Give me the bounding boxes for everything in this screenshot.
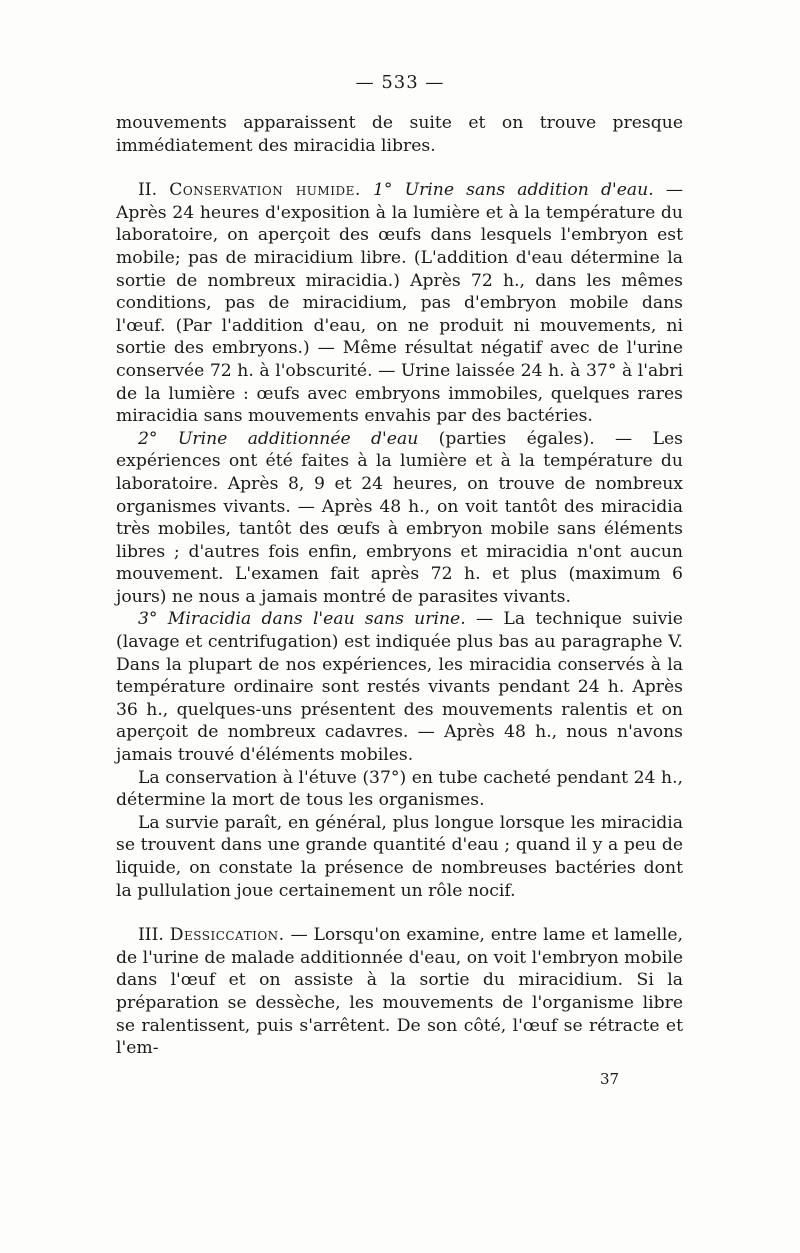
paragraph-body: (parties égales). — Les expériences ont été faites à la lumière et à la température du laboratoire. Après 8, 9 et 24 heures, on trouve de nombreux organismes vivants. — Après 48 h., on voit tantôt des miracidia très mobiles, tantôt des œufs à embryon mobile sans éléments libres ; d'autres fois enfin, embryons et miracidia n'ont aucun mouvement. L'examen fait après 72 h. et plus (maximum 6 jours) ne nous a jamais montré de parasites vivants. bbox=[116, 428, 683, 607]
paragraph-body: — Lorsqu'on examine, entre lame et lamelle, de l'urine de malade additionnée d'eau, on voit l'embryon mobile dans l'œuf et on assiste à la sortie du miracidium. Si la préparation se dessèche, les mouvements de l'organisme libre se ralentissent, puis s'arrêtent. De son côté, l'œuf se rétracte et l'em- bbox=[116, 925, 683, 1059]
page-number: — 533 — bbox=[355, 72, 445, 93]
section-number: III. bbox=[138, 925, 164, 946]
paragraph-5: La conservation à l'étuve (37°) en tube cacheté pendant 24 h., détermine la mort de tous les organismes. bbox=[116, 767, 683, 811]
section-number: II. bbox=[138, 180, 158, 201]
signature-mark: 37 bbox=[600, 1070, 620, 1088]
paragraph-2 bbox=[116, 179, 683, 428]
subsection-heading: 1° Urine sans addition d'eau. bbox=[372, 180, 654, 201]
paragraph-body: — La technique suivie (lavage et centrifugation) est indiquée plus bas au paragraphe V. Dans la plupart de nos expériences, les miracidia conservés à la température ordinaire sont restés vivants pendant 24 h. Après 36 h., quelques-uns présentent des mouvements ralentis et on aperçoit de nombreux cadavres. — Après 48 h., nous n'avons jamais trouvé d'éléments mobiles. bbox=[116, 609, 683, 766]
section-heading: Conservation humide. bbox=[169, 180, 361, 201]
paragraph-7 bbox=[116, 924, 683, 1060]
section-heading: Dessiccation. bbox=[169, 925, 285, 946]
paragraph-4 bbox=[116, 608, 683, 766]
paragraph-1: mouvements apparaissent de suite et on trouve presque immédiatement des miracidia libres. bbox=[116, 113, 683, 156]
subsection-heading: 3° Miracidia dans l'eau sans urine. bbox=[138, 609, 466, 630]
body-text bbox=[116, 112, 683, 1060]
subsection-heading: 2° Urine additionnée d'eau bbox=[138, 428, 419, 449]
paragraph-body: — Après 24 heures d'exposition à la lumière et à la température du laboratoire, on aperçoit des œufs dans lesquels l'embryon est mobile; pas de miracidium libre. (L'addition d'eau détermine la sortie de nombreux miracidia.) Après 72 h., dans les mêmes conditions, pas de miracidium, pas d'embryon mobile dans l'œuf. (Par l'addition d'eau, on ne produit ni mouvements, ni sortie des embryons.) — Même résultat négatif avec de l'urine conservée 72 h. à l'obscurité. — Urine laissée 24 h. à 37° à l'abri de la lumière : œufs avec embryons immobiles, quelques rares miracidia sans mouvements envahis par des bactéries. bbox=[116, 180, 683, 427]
paragraph-3 bbox=[116, 428, 683, 609]
paragraph-6: La survie paraît, en général, plus longue lorsque les miracidia se trouvent dans une grande quantité d'eau ; quand il y a peu de liquide, on constate la présence de nombreuses bactéries dont la pullulation joue certainement un rôle nocif. bbox=[116, 812, 683, 901]
